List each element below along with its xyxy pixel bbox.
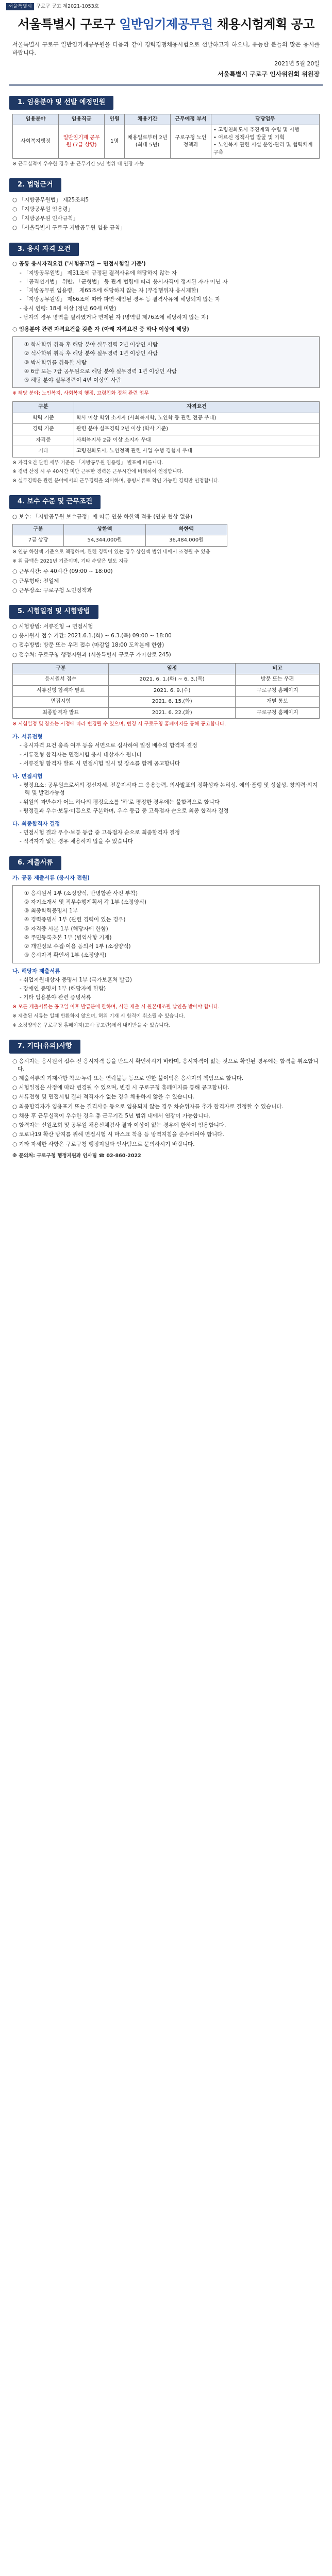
sched-note: 방문 또는 우편 xyxy=(236,674,320,686)
section-1 xyxy=(9,96,323,168)
doc-item: ⑤ 자격증 사본 1부 (해당자에 한함) xyxy=(24,925,108,932)
req-desc: 고령친화도시, 노인정책 관련 사업 수행 경험자 우대 xyxy=(74,446,320,457)
docs-note: ※ 모든 제출서류는 공고일 이후 발급분에 한하며, 사본 제출 시 원본대조필 날인을 받아야 합니다. xyxy=(12,1004,220,1010)
th-pay-min: 하한액 xyxy=(145,524,227,535)
req-box xyxy=(12,336,320,388)
req-note: ※ 해당 분야: 노인복지, 사회복지 행정, 고령친화 정책 관련 업무 xyxy=(12,391,149,397)
doc-item: ③ 최종학력증명서 1부 xyxy=(24,908,78,914)
docs-box xyxy=(12,885,320,963)
pay-note: ※ 연봉 하한액 기준으로 책정하며, 관련 경력이 있는 경우 상한액 범위 내에서 조정될 수 있음 xyxy=(12,549,210,555)
law-item: ○ 「서울특별시 구로구 지방공무원 임용 규칙」 xyxy=(12,225,126,231)
doc-review-item: - 서류전형 합격자 발표 시 면접시험 일시 및 장소를 함께 공고합니다 xyxy=(20,760,180,767)
intro-text: 서울특별시 구로구 일반임기제공무원을 다음과 같이 경력경쟁채용시험으로 선발하고자 하오니, 유능한 분들의 많은 응시를 바랍니다. xyxy=(12,41,320,56)
qual-item: ○ 임용분야 관련 자격요건을 갖춘 자 (아래 자격요건 중 하나 이상에 해당) xyxy=(12,326,189,332)
req-item: ⑤ 해당 분야 실무경력이 4년 이상인 사람 xyxy=(24,377,122,384)
qual-extra: ※ 자격요건 관련 세부 기준은 「지방공무원 임용령」 별표에 따릅니다. xyxy=(12,460,163,466)
interview-title: 나. 면접시험 xyxy=(12,773,43,779)
final-item: - 면접시험 결과 우수·보통 등급 중 고득점자 순으로 최종합격자 결정 xyxy=(20,829,180,836)
sched-note: 개별 통보 xyxy=(236,697,320,708)
doc-item: ⑧ 응시자격 확인서 1부 (소정양식) xyxy=(24,952,107,959)
req-item: ③ 박사학위를 취득한 사람 xyxy=(24,359,87,366)
req-desc: 사회복지사 2급 이상 소지자 우대 xyxy=(74,435,320,446)
th-grade: 임용직급 xyxy=(59,114,105,125)
notice-item: ○ 서류전형 및 면접시험 결과 적격자가 없는 경우 채용하지 않을 수 있습니다. xyxy=(12,1094,195,1100)
section-6-title: 6. 제출서류 xyxy=(9,856,61,870)
docs-intro-2: 나. 해당자 제출서류 xyxy=(12,968,60,974)
notice-item: ○ 응시자는 응시원서 접수 전 응시자격 등을 반드시 확인하시기 바라며, 응시자격이 없는 것으로 확인된 경우에는 합격을 취소합니다. xyxy=(12,1058,319,1072)
doc-item: ④ 경력증명서 1부 (관련 경력이 있는 경우) xyxy=(24,917,126,923)
final-item: - 적격자가 없는 경우 채용하지 않을 수 있습니다 xyxy=(20,838,133,845)
notice-signer: 서울특별시 구로구 인사위원회 위원장 xyxy=(217,71,320,78)
qual-item: - 「지방공무원법」 제66조에 따라 파면·해임된 경우 등 결격사유에 해당되지 않는 자 xyxy=(20,296,221,303)
sched-kind: 서류전형 합격자 발표 xyxy=(13,685,109,697)
interview-item: - 평정결과 우수·보통·미흡으로 구분하며, 우수 등급 중 고득점자 순으로 최종 합격자 결정 xyxy=(20,807,229,814)
exam-item: ○ 응시원서 접수 기간: 2021.6.1.(화) ~ 6.3.(목) 09:00 ~ 18:00 xyxy=(12,633,172,639)
sched-note: 구로구청 홈페이지 xyxy=(236,685,320,697)
pay-item: ○ 보수: 「지방공무원 보수규정」에 따른 연봉 하한액 적용 (연봉 협상 없음) xyxy=(12,513,193,520)
pay-kind: 7급 상당 xyxy=(13,535,64,547)
th-pay-max: 상한액 xyxy=(64,524,145,535)
sched-date: 2021. 6. 9.(수) xyxy=(109,685,236,697)
sched-note: 구로구청 홈페이지 xyxy=(236,707,320,719)
notice-item: ○ 합격자는 신원조회 및 공무원 채용신체검사 결과 이상이 없는 경우에 한하여 임용합니다. xyxy=(12,1122,226,1129)
th-req-kind: 구분 xyxy=(13,402,74,413)
th-period: 채용기간 xyxy=(125,114,171,125)
doc-review-title: 가. 서류전형 xyxy=(12,734,43,740)
notice-number xyxy=(0,0,332,10)
sched-kind: 최종합격자 발표 xyxy=(13,707,109,719)
doc-item-2: - 취업지원대상자 증명서 1부 (국가보훈처 발급) xyxy=(20,976,132,983)
notice-date: 2021년 5월 20일 xyxy=(274,60,320,67)
doc-review-item: - 서류전형 합격자는 면접시험 응시 대상자가 됩니다 xyxy=(20,751,142,758)
cell-field: 사회복지행정 xyxy=(13,125,59,159)
notice-item: ○ 최종합격자가 임용포기 또는 결격사유 등으로 임용되지 않는 경우 차순위자를 추가 합격자로 결정할 수 있습니다. xyxy=(12,1103,284,1110)
law-item: ○ 「지방공무원 임용령」 xyxy=(12,206,73,212)
final-title: 다. 최종합격자 결정 xyxy=(12,821,60,827)
section-1-note: ※ 근무실적이 우수한 경우 총 근무기간 5년 범위 내 연장 가능 xyxy=(12,161,144,167)
th-pay-kind: 구분 xyxy=(13,524,64,535)
positions-table xyxy=(12,114,320,159)
section-6 xyxy=(9,856,323,1029)
req-desc: 학사 이상 학위 소지자 (사회복지학, 노인학 등 관련 전공 우대) xyxy=(74,413,320,424)
page-title xyxy=(0,15,332,33)
req-desc: 관련 분야 실무경력 2년 이상 (학사 기준) xyxy=(74,424,320,435)
section-4 xyxy=(9,495,323,595)
title-part-b: 일반임기제공무원 xyxy=(119,16,213,31)
sched-date: 2021. 6. 22.(화) xyxy=(109,707,236,719)
notice-no-text: 구로구 공고 제2021-1053호 xyxy=(36,4,99,9)
th-sched-date: 일정 xyxy=(109,663,236,674)
law-item: ○ 「지방공무원 인사규칙」 xyxy=(12,215,79,222)
qual-extra: ※ 실무경력은 관련 분야에서의 근무경력을 의미하며, 증빙서류로 확인 가능한 경력만 인정합니다. xyxy=(12,478,220,484)
th-field: 임용분야 xyxy=(13,114,59,125)
pay-item: ○ 근무장소: 구로구청 노인정책과 xyxy=(12,587,92,594)
req-kind: 학력 기준 xyxy=(13,413,74,424)
sched-date: 2021. 6. 15.(화) xyxy=(109,697,236,708)
section-5 xyxy=(9,605,323,846)
docs-note: ※ 제출된 서류는 일체 반환하지 않으며, 허위 기재 시 합격이 취소될 수 있습니다. xyxy=(12,1013,185,1020)
qual-item: - 「지방공무원 임용령」 제65조에 해당하지 않는 자 (부정행위자 응시제한) xyxy=(20,287,198,294)
section-1-title: 1. 임용분야 및 선발 예정인원 xyxy=(9,96,113,110)
contact-info: ※ 문의처: 구로구청 행정지원과 인사팀 ☎ 02-860-2022 xyxy=(12,1153,141,1159)
doc-item-2: - 기타 임용분야 관련 증빙서류 xyxy=(20,994,91,1001)
pay-item: ○ 근무시간: 주 40시간 (09:00 ~ 18:00) xyxy=(12,568,113,575)
req-item: ④ 6급 또는 7급 공무원으로 해당 분야 실무경력 1년 이상인 사람 xyxy=(24,368,177,375)
pay-max: 54,344,000원 xyxy=(64,535,145,547)
doc-item: ⑦ 개인정보 수집·이용 동의서 1부 (소정양식) xyxy=(24,943,131,950)
cell-grade: 일반임기제 공무원 (7급 상당) xyxy=(59,125,105,159)
interview-item: - 위원의 과반수가 어느 하나의 평정요소를 '하'로 평정한 경우에는 불합격으로 합니다 xyxy=(20,799,220,805)
cell-duty: • 고령친화도시 추진계획 수립 및 시행 • 어르신 정책사업 발굴 및 기획 • 노인복지 관련 시설 운영·관리 및 협력체계 구축 xyxy=(211,125,320,159)
docs-intro: 가. 공통 제출서류 (응시자 전원) xyxy=(12,874,90,881)
qual-item: - 「공직선거법」 위반, 「군형법」 등 관계 법령에 따라 응시자격이 정지된 자가 아닌 자 xyxy=(20,278,228,285)
qual-item: - 응시 연령: 18세 이상 (정년 60세 미만) xyxy=(20,305,117,312)
req-table xyxy=(12,401,320,457)
qual-item: - 남자의 경우 병역을 필하였거나 면제된 자 (병역법 제76조에 해당하지 않는 자) xyxy=(20,314,209,320)
notice-item: ○ 코로나19 확산 방지를 위해 면접시험 시 마스크 착용 등 방역지침을 준수하여야 합니다. xyxy=(12,1131,224,1138)
section-7-title: 7. 기타(유의)사항 xyxy=(9,1040,80,1054)
qual-item: ○ 공통 응시자격요건 ('시험공고일 ~ 면접시험일 기준') xyxy=(12,261,146,267)
section-3 xyxy=(9,243,323,485)
th-sched-kind: 구분 xyxy=(13,663,109,674)
req-kind: 기타 xyxy=(13,446,74,457)
cell-count: 1명 xyxy=(105,125,125,159)
title-part-c: 채용시험계획 공고 xyxy=(212,16,314,31)
title-part-a: 서울특별시 구로구 xyxy=(18,16,120,31)
section-2-title: 2. 법령근거 xyxy=(9,178,61,192)
schedule-table xyxy=(12,663,320,719)
docs-note: ※ 소정양식은 구로구청 홈페이지(고시·공고란)에서 내려받을 수 있습니다. xyxy=(12,1022,170,1028)
section-7 xyxy=(9,1040,323,1160)
divider xyxy=(9,84,323,86)
section-4-title: 4. 보수 수준 및 근무조건 xyxy=(9,495,101,509)
req-item: ② 석사학위 취득 후 해당 분야 실무경력 1년 이상인 사람 xyxy=(24,350,158,357)
qual-item: - 「지방공무원법」 제31조에 규정된 결격사유에 해당하지 않는 자 xyxy=(20,269,177,276)
req-kind: 자격증 xyxy=(13,435,74,446)
doc-review-item: - 응시자격 요건 충족 여부 등을 서면으로 심사하여 일정 배수의 합격자 결정 xyxy=(20,742,197,749)
notice-prefix: 서울특별시 xyxy=(6,3,34,10)
pay-min: 36,484,000원 xyxy=(145,535,227,547)
th-duty: 담당업무 xyxy=(211,114,320,125)
th-count: 인원 xyxy=(105,114,125,125)
section-3-title: 3. 응시 자격 요건 xyxy=(9,243,79,257)
th-req-desc: 자격요건 xyxy=(74,402,320,413)
qual-extra: ※ 경력 산정 시 주 40시간 미만 근무한 경력은 근무시간에 비례하여 인정합니다. xyxy=(12,469,184,475)
law-item: ○ 「지방공무원법」 제25조의5 xyxy=(12,196,89,203)
exam-item: ○ 접수처: 구로구청 행정지원과 (서울특별시 구로구 가마산로 245) xyxy=(12,651,171,658)
sched-kind: 면접시험 xyxy=(13,697,109,708)
pay-item: ○ 근무형태: 전일제 xyxy=(12,578,59,584)
doc-item: ⑥ 주민등록초본 1부 (병역사항 기재) xyxy=(24,934,112,941)
section-2 xyxy=(9,178,323,232)
doc-item: ① 응시원서 1부 (소정양식, 반명함판 사진 부착) xyxy=(24,890,138,896)
notice-item: ○ 기타 자세한 사항은 구로구청 행정지원과 인사팀으로 문의하시기 바랍니다. xyxy=(12,1141,195,1147)
cell-dept: 구로구청 노인정책과 xyxy=(171,125,211,159)
pay-note: ※ 위 금액은 2021년 기준이며, 기타 수당은 별도 지급 xyxy=(12,558,128,564)
th-dept: 근무예정 부서 xyxy=(171,114,211,125)
exam-item: ○ 시험방법: 서류전형 → 면접시험 xyxy=(12,623,93,630)
schedule-note: ※ 시험일정 및 장소는 사정에 따라 변경될 수 있으며, 변경 시 구로구청 홈페이지를 통해 공고합니다. xyxy=(12,721,226,727)
th-sched-note: 비고 xyxy=(236,663,320,674)
doc-item-2: - 장애인 증명서 1부 (해당자에 한함) xyxy=(20,985,106,992)
pay-table xyxy=(12,524,227,547)
req-item: ① 학사학위 취득 후 해당 분야 실무경력 2년 이상인 사람 xyxy=(24,342,158,348)
doc-item: ② 자기소개서 및 직무수행계획서 각 1부 (소정양식) xyxy=(24,899,147,905)
notice-item: ○ 제출서류의 기재사항 착오·누락 또는 연락불능 등으로 인한 불이익은 응시자의 책임으로 합니다. xyxy=(12,1075,244,1081)
section-5-title: 5. 시험일정 및 시험방법 xyxy=(9,605,98,619)
req-kind: 경력 기준 xyxy=(13,424,74,435)
notice-item: ○ 채용 후 근무실적이 우수한 경우 총 근무기간 5년 범위 내에서 연장이 가능합니다. xyxy=(12,1112,210,1119)
sched-date: 2021. 6. 1.(화) ~ 6. 3.(목) xyxy=(109,674,236,686)
notice-item: ○ 시험일정은 사정에 따라 변경될 수 있으며, 변경 시 구로구청 홈페이지를 통해 공고합니다. xyxy=(12,1084,230,1091)
exam-item: ○ 접수방법: 방문 또는 우편 접수 (마감일 18:00 도착분에 한함) xyxy=(12,642,164,649)
cell-period: 채용일로부터 2년 (최대 5년) xyxy=(125,125,171,159)
sched-kind: 응시원서 접수 xyxy=(13,674,109,686)
interview-item: - 평정요소: 공무원으로서의 정신자세, 전문지식과 그 응용능력, 의사발표의 정확성과 논리성, 예의·품행 및 성실성, 창의력·의지력 및 발전가능성 xyxy=(20,782,318,796)
